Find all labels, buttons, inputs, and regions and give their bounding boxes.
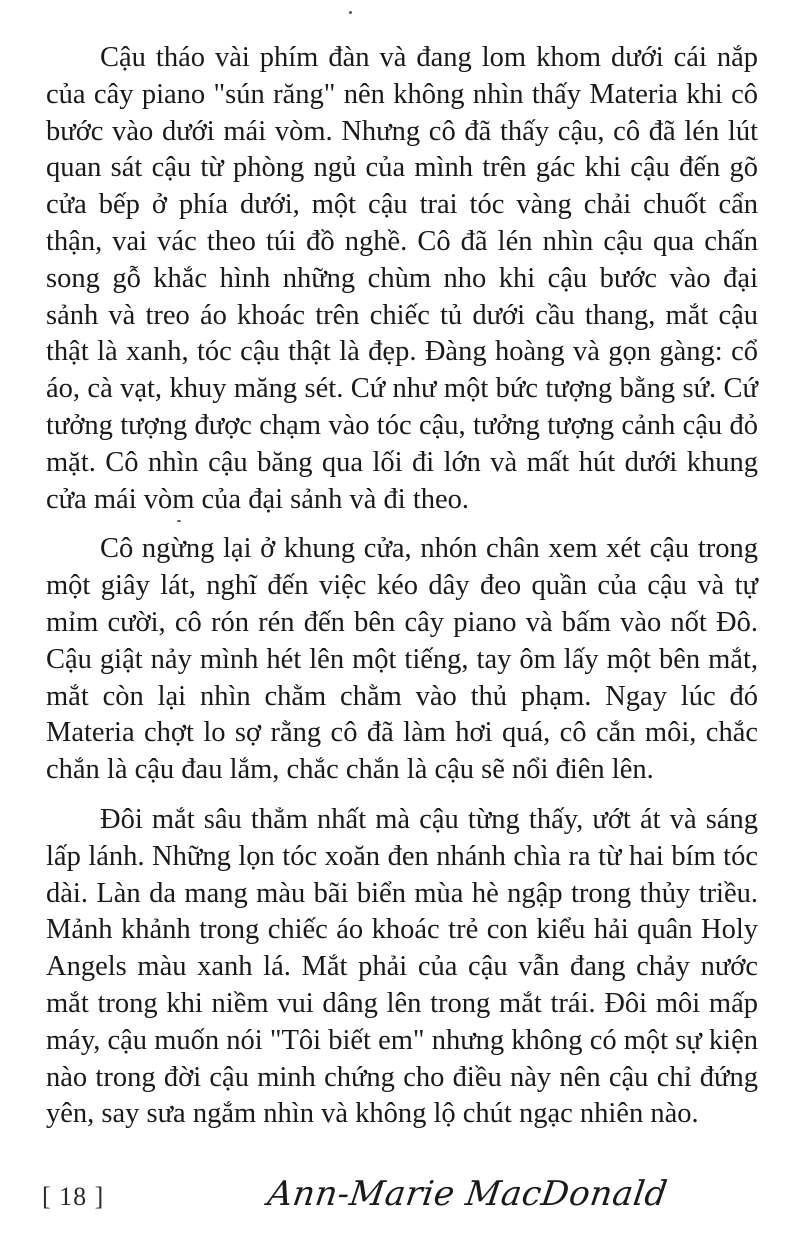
body-text: [46, 40, 758, 1146]
paragraph-3: Đôi mắt sâu thẳm nhất mà cậu từng thấy, ướt át và sáng lấp lánh. Những lọn tóc xoăn đen nhánh chìa ra từ hai bím tóc dài. Làn da mang màu bãi biển mùa hè ngập trong thủy triều. Mảnh khảnh trong chiếc áo khoác trẻ con kiểu hải quân Holy Angels màu xanh lá. Mắt phải của cậu vẫn đang chảy nước mắt trong khi niềm vui dâng lên trong mắt trái. Đôi môi mấp máy, cậu muốn nói "Tôi biết em" nhưng không có một sự kiện nào trong đời cậu minh chứng cho điều này nên cậu chỉ đứng yên, say sưa ngắm nhìn và không lộ chút ngạc nhiên nào.: [46, 803, 758, 1130]
paragraph-2: Cô ngừng lại ở khung cửa, nhón chân xem xét cậu trong một giây lát, nghĩ đến việc kéo dây đeo quần của cậu và tự mỉm cười, cô rón rén đến bên cây piano và bấm vào nốt Đô. Cậu giật nảy mình hét lên một tiếng, tay ôm lấy một bên mắt, mắt còn lại nhìn chằm chằm vào thủ phạm. Ngay lúc đó Materia chợt lo sợ rằng cô đã làm hơi quá, cô cắn môi, chắc chắn là cậu đau lắm, chắc chắn là cậu sẽ nổi điên lên.: [46, 533, 758, 786]
page-number: [ 18 ]: [42, 1182, 105, 1211]
print-speck: [349, 11, 352, 14]
page-footer: [0, 1172, 800, 1222]
author-name: Ann-Marie MacDonald: [265, 1174, 670, 1214]
paragraph-1: Cậu tháo vài phím đàn và đang lom khom dưới cái nắp của cây piano "sún răng" nên không nhìn thấy Materia khi cô bước vào dưới mái vòm. Nhưng cô đã thấy cậu, cô đã lén lút quan sát cậu từ phòng ngủ của mình trên gác khi cậu đến gõ cửa bếp ở phía dưới, một cậu trai tóc vàng chải chuốt cẩn thận, vai vác theo túi đồ nghề. Cô đã lén nhìn cậu qua chấn song gỗ khắc hình những chùm nho khi cậu bước vào đại sảnh và treo áo khoác trên chiếc tủ dưới cầu thang, mắt cậu thật là xanh, tóc cậu thật là đẹp. Đàng hoàng và gọn gàng: cổ áo, cà vạt, khuy măng sét. Cứ như một bức tượng bằng sứ. Cứ tưởng tượng được chạm vào tóc cậu, tưởng tượng cảnh cậu đỏ mặt. Cô nhìn cậu băng qua lối đi lớn và mất hút dưới khung cửa mái vòm của đại sảnh và đi theo.: [46, 42, 758, 515]
